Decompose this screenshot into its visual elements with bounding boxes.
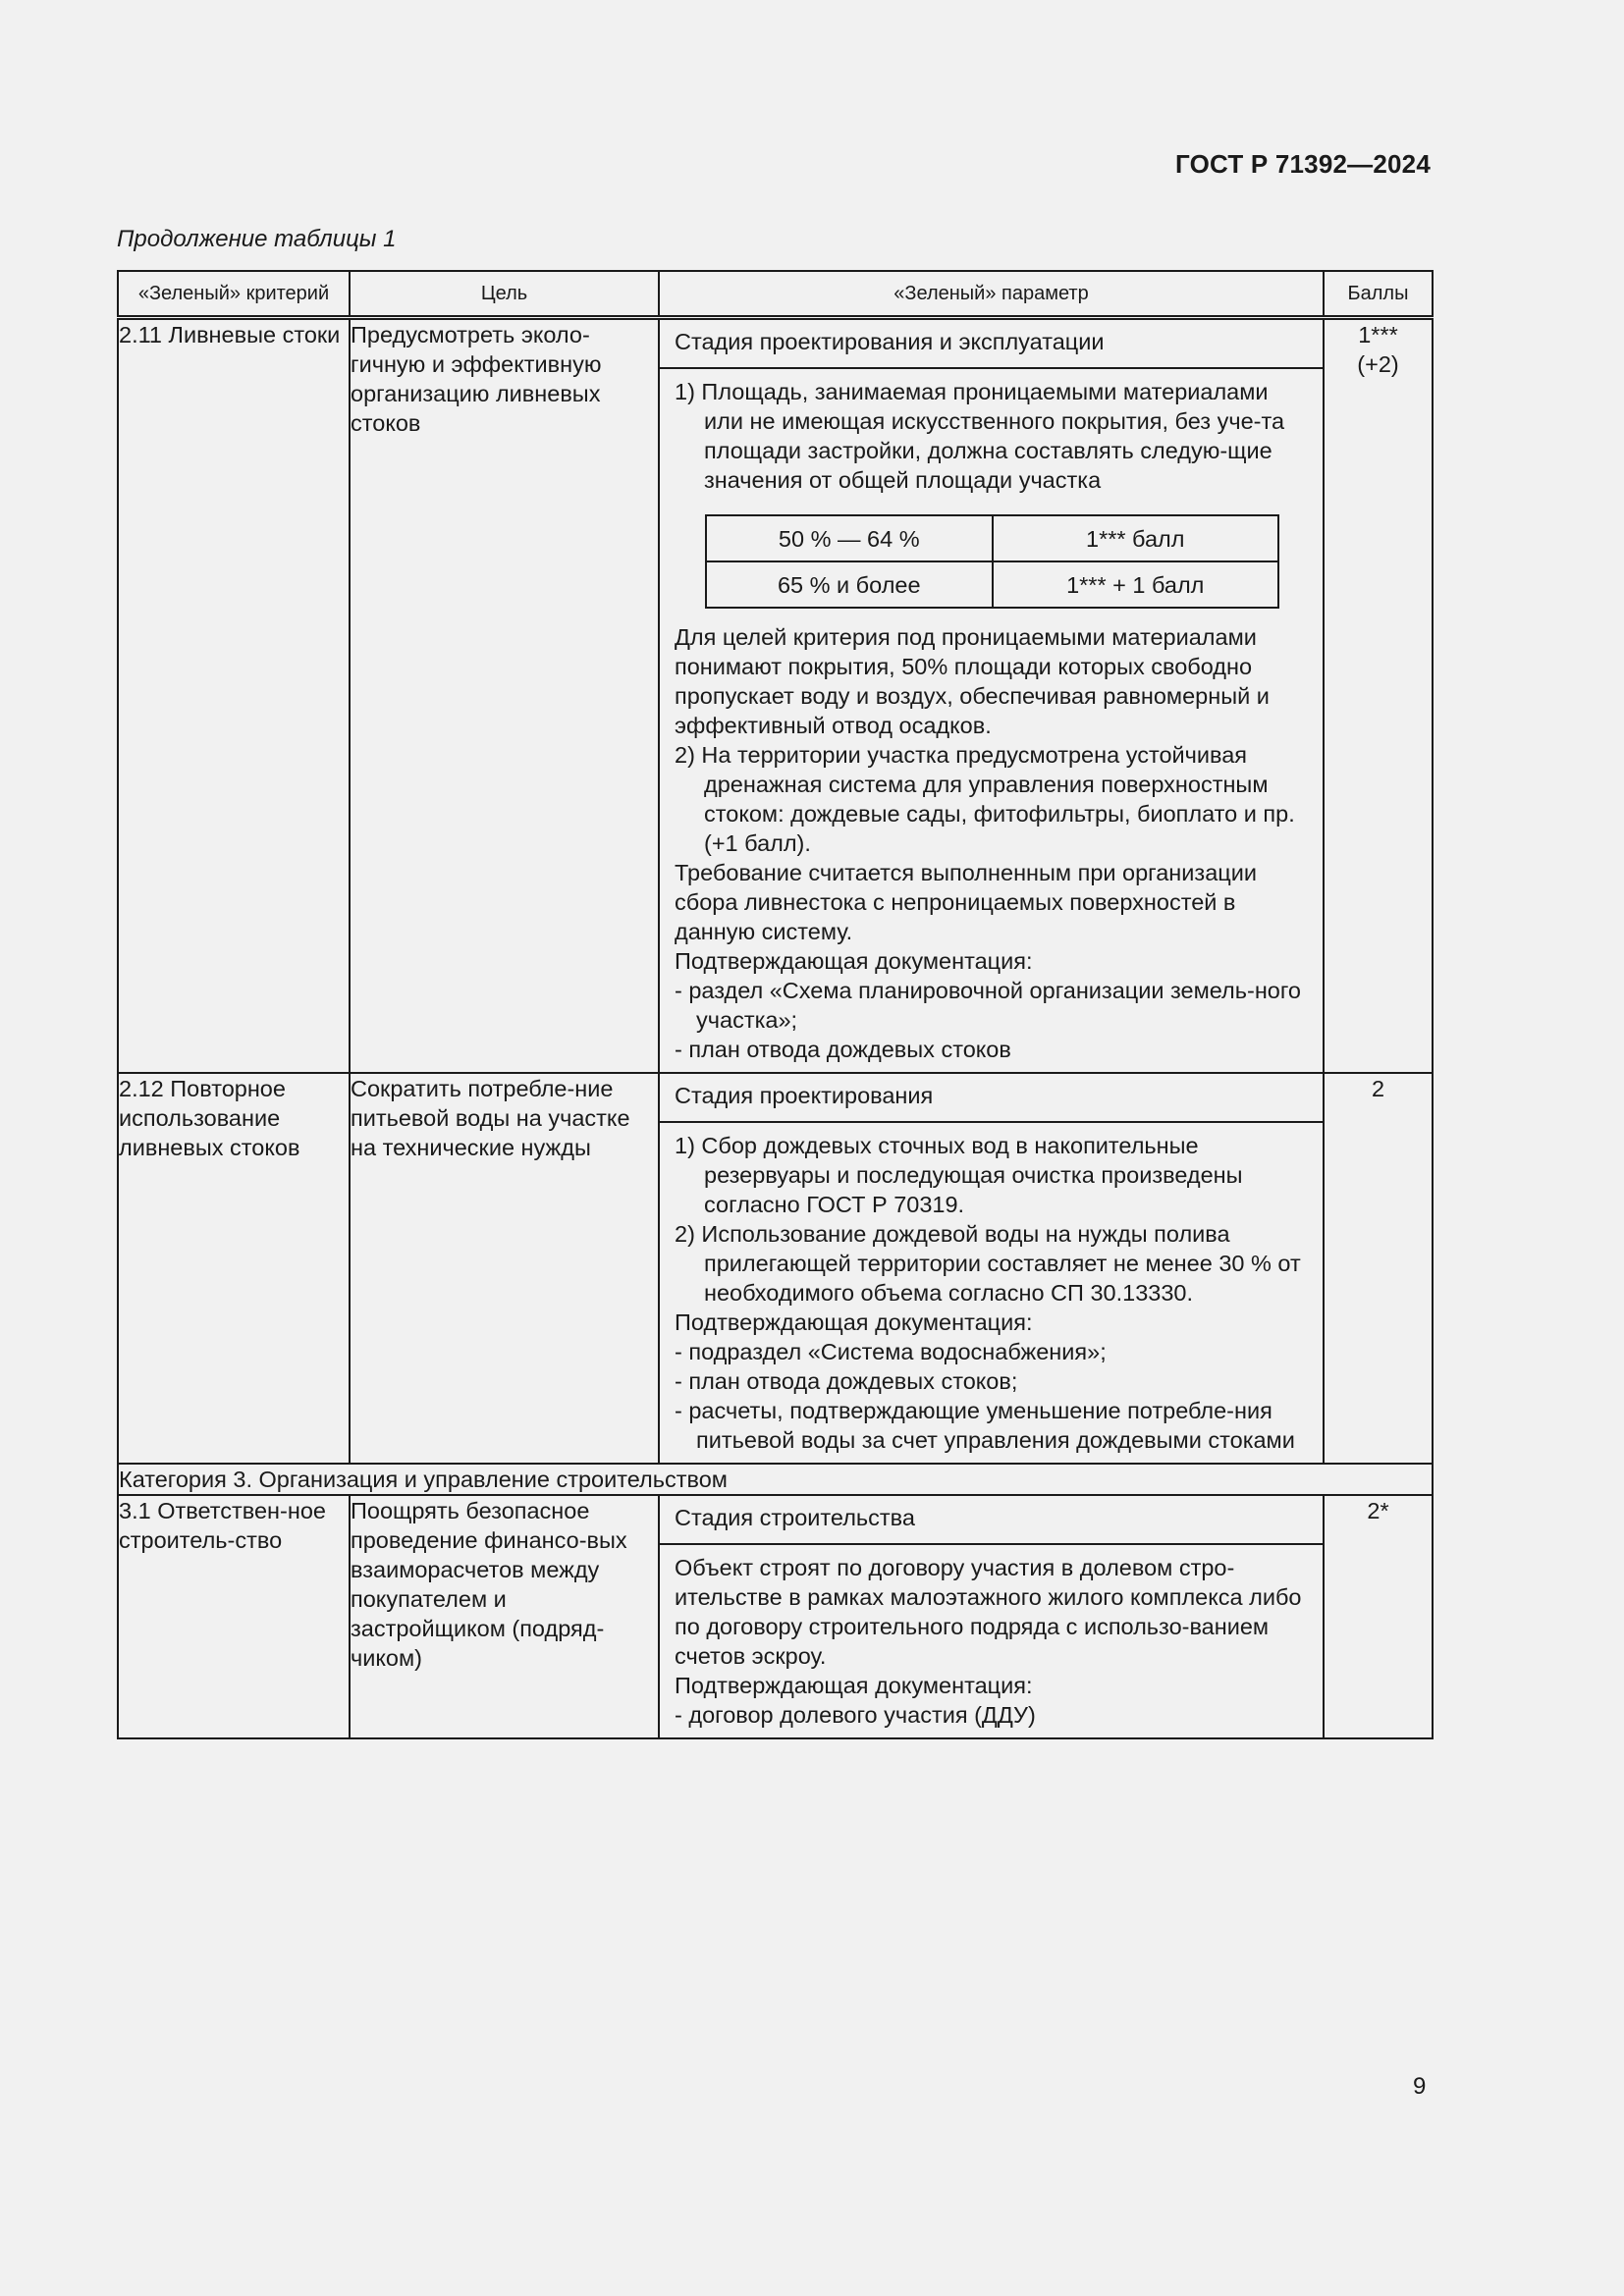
area-score: 1*** балл <box>993 515 1279 561</box>
table-row-3-1 <box>118 1495 1433 1738</box>
document-code: ГОСТ Р 71392—2024 <box>1175 149 1431 179</box>
area-range: 50 % — 64 % <box>706 515 993 561</box>
numbered-item: 1) Сбор дождевых сточных вод в накопительные резервуары и последующая очистка произведены согласно ГОСТ Р 70319. <box>675 1133 1243 1217</box>
score-cell <box>1324 1073 1433 1464</box>
score-cell <box>1324 318 1433 1074</box>
documentation-item: - план отвода дождевых стоков; <box>675 1368 1018 1394</box>
table-row-2-11 <box>118 318 1433 1074</box>
score-value: 1*** <box>1358 322 1398 347</box>
parameter-cell <box>659 1495 1324 1738</box>
definition-note: Для целей критерия под проницаемыми материалами понимают покрытия, 50% площади которых свободно пропускает воду и воздух, обеспечивая равномерный и эффективный отвод осадков. <box>675 624 1270 738</box>
parameter-body <box>660 369 1323 1072</box>
page-number: 9 <box>1413 2073 1427 2100</box>
table-row-2-12 <box>118 1073 1433 1464</box>
parameter-cell <box>659 1073 1324 1464</box>
parameter-body <box>660 1123 1323 1463</box>
area-score: 1*** + 1 балл <box>993 561 1279 608</box>
score-value: 2 <box>1371 1076 1385 1101</box>
score-bonus: (+2) <box>1357 351 1399 377</box>
table-caption: Продолжение таблицы 1 <box>117 226 397 252</box>
score-value: 2* <box>1367 1498 1389 1523</box>
stage-label: Стадия строительства <box>660 1496 1323 1545</box>
area-range: 65 % и более <box>706 561 993 608</box>
documentation-label: Подтверждающая документация: <box>675 1673 1033 1698</box>
parameter-text: Объект строят по договору участия в долевом стро-ительстве в рамках малоэтажного жилого комплекса либо по договору строительного подряда с использо-ванием счетов эскроу. <box>675 1555 1302 1669</box>
criterion-cell <box>118 318 350 1074</box>
criterion-text: 2.12 Повторное использование ливневых стоков <box>119 1076 300 1160</box>
goal-text: Предусмотреть эколо-гичную и эффективную организацию ливневых стоков <box>351 322 602 436</box>
goal-cell <box>350 1073 659 1464</box>
parameter-cell <box>659 318 1324 1074</box>
numbered-item: 2) Использование дождевой воды на нужды полива прилегающей территории составляет не менее 30 % от необходимого объема согласно СП 30.13330. <box>675 1221 1301 1306</box>
inner-table-row <box>706 561 1278 608</box>
stage-label: Стадия проектирования <box>660 1074 1323 1123</box>
documentation-item: - подраздел «Система водоснабжения»; <box>675 1339 1107 1364</box>
goal-cell <box>350 318 659 1074</box>
category-row <box>118 1464 1433 1495</box>
criterion-text: 3.1 Ответствен-ное строитель-ство <box>119 1498 326 1553</box>
criterion-cell <box>118 1495 350 1738</box>
documentation-item: - раздел «Схема планировочной организации земель-ного участка»; <box>675 978 1301 1033</box>
column-header-parameter: «Зеленый» параметр <box>659 271 1324 318</box>
documentation-item: - договор долевого участия (ДДУ) <box>675 1702 1036 1728</box>
column-header-goal: Цель <box>350 271 659 318</box>
score-cell <box>1324 1495 1433 1738</box>
numbered-item: 1) Площадь, занимаемая проницаемыми материалами или не имеющая искусственного покрытия, без уче-та площади застройки, должна составлять следую-щие значения от общей площади участка <box>675 379 1285 493</box>
goal-cell <box>350 1495 659 1738</box>
table-header-row <box>118 271 1433 318</box>
requirement-text: Требование считается выполненным при организации сбора ливнестока с непроницаемых поверхностей в данную систему. <box>675 860 1257 944</box>
documentation-label: Подтверждающая документация: <box>675 1309 1033 1335</box>
area-score-table <box>705 514 1279 609</box>
documentation-item: - расчеты, подтверждающие уменьшение потребле-ния питьевой воды за счет управления дождевыми стоками <box>675 1398 1295 1453</box>
numbered-item: 2) На территории участка предусмотрена устойчивая дренажная система для управления поверхностным стоком: дождевые сады, фитофильтры, биоплато и пр. (+1 балл). <box>675 742 1295 856</box>
goal-text: Поощрять безопасное проведение финансо-вых взаиморасчетов между покупателем и застройщиком (подряд-чиком) <box>351 1498 627 1671</box>
criteria-table <box>117 270 1434 1739</box>
stage-label: Стадия проектирования и эксплуатации <box>660 320 1323 369</box>
criterion-text: 2.11 Ливневые стоки <box>119 322 341 347</box>
inner-table-row <box>706 515 1278 561</box>
column-header-score: Баллы <box>1324 271 1433 318</box>
parameter-body <box>660 1545 1323 1737</box>
documentation-item: - план отвода дождевых стоков <box>675 1037 1011 1062</box>
criterion-cell <box>118 1073 350 1464</box>
documentation-label: Подтверждающая документация: <box>675 948 1033 974</box>
column-header-criterion: «Зеленый» критерий <box>118 271 350 318</box>
category-title: Категория 3. Организация и управление строительством <box>118 1464 1433 1495</box>
goal-text: Сократить потребле-ние питьевой воды на участке на технические нужды <box>351 1076 630 1160</box>
